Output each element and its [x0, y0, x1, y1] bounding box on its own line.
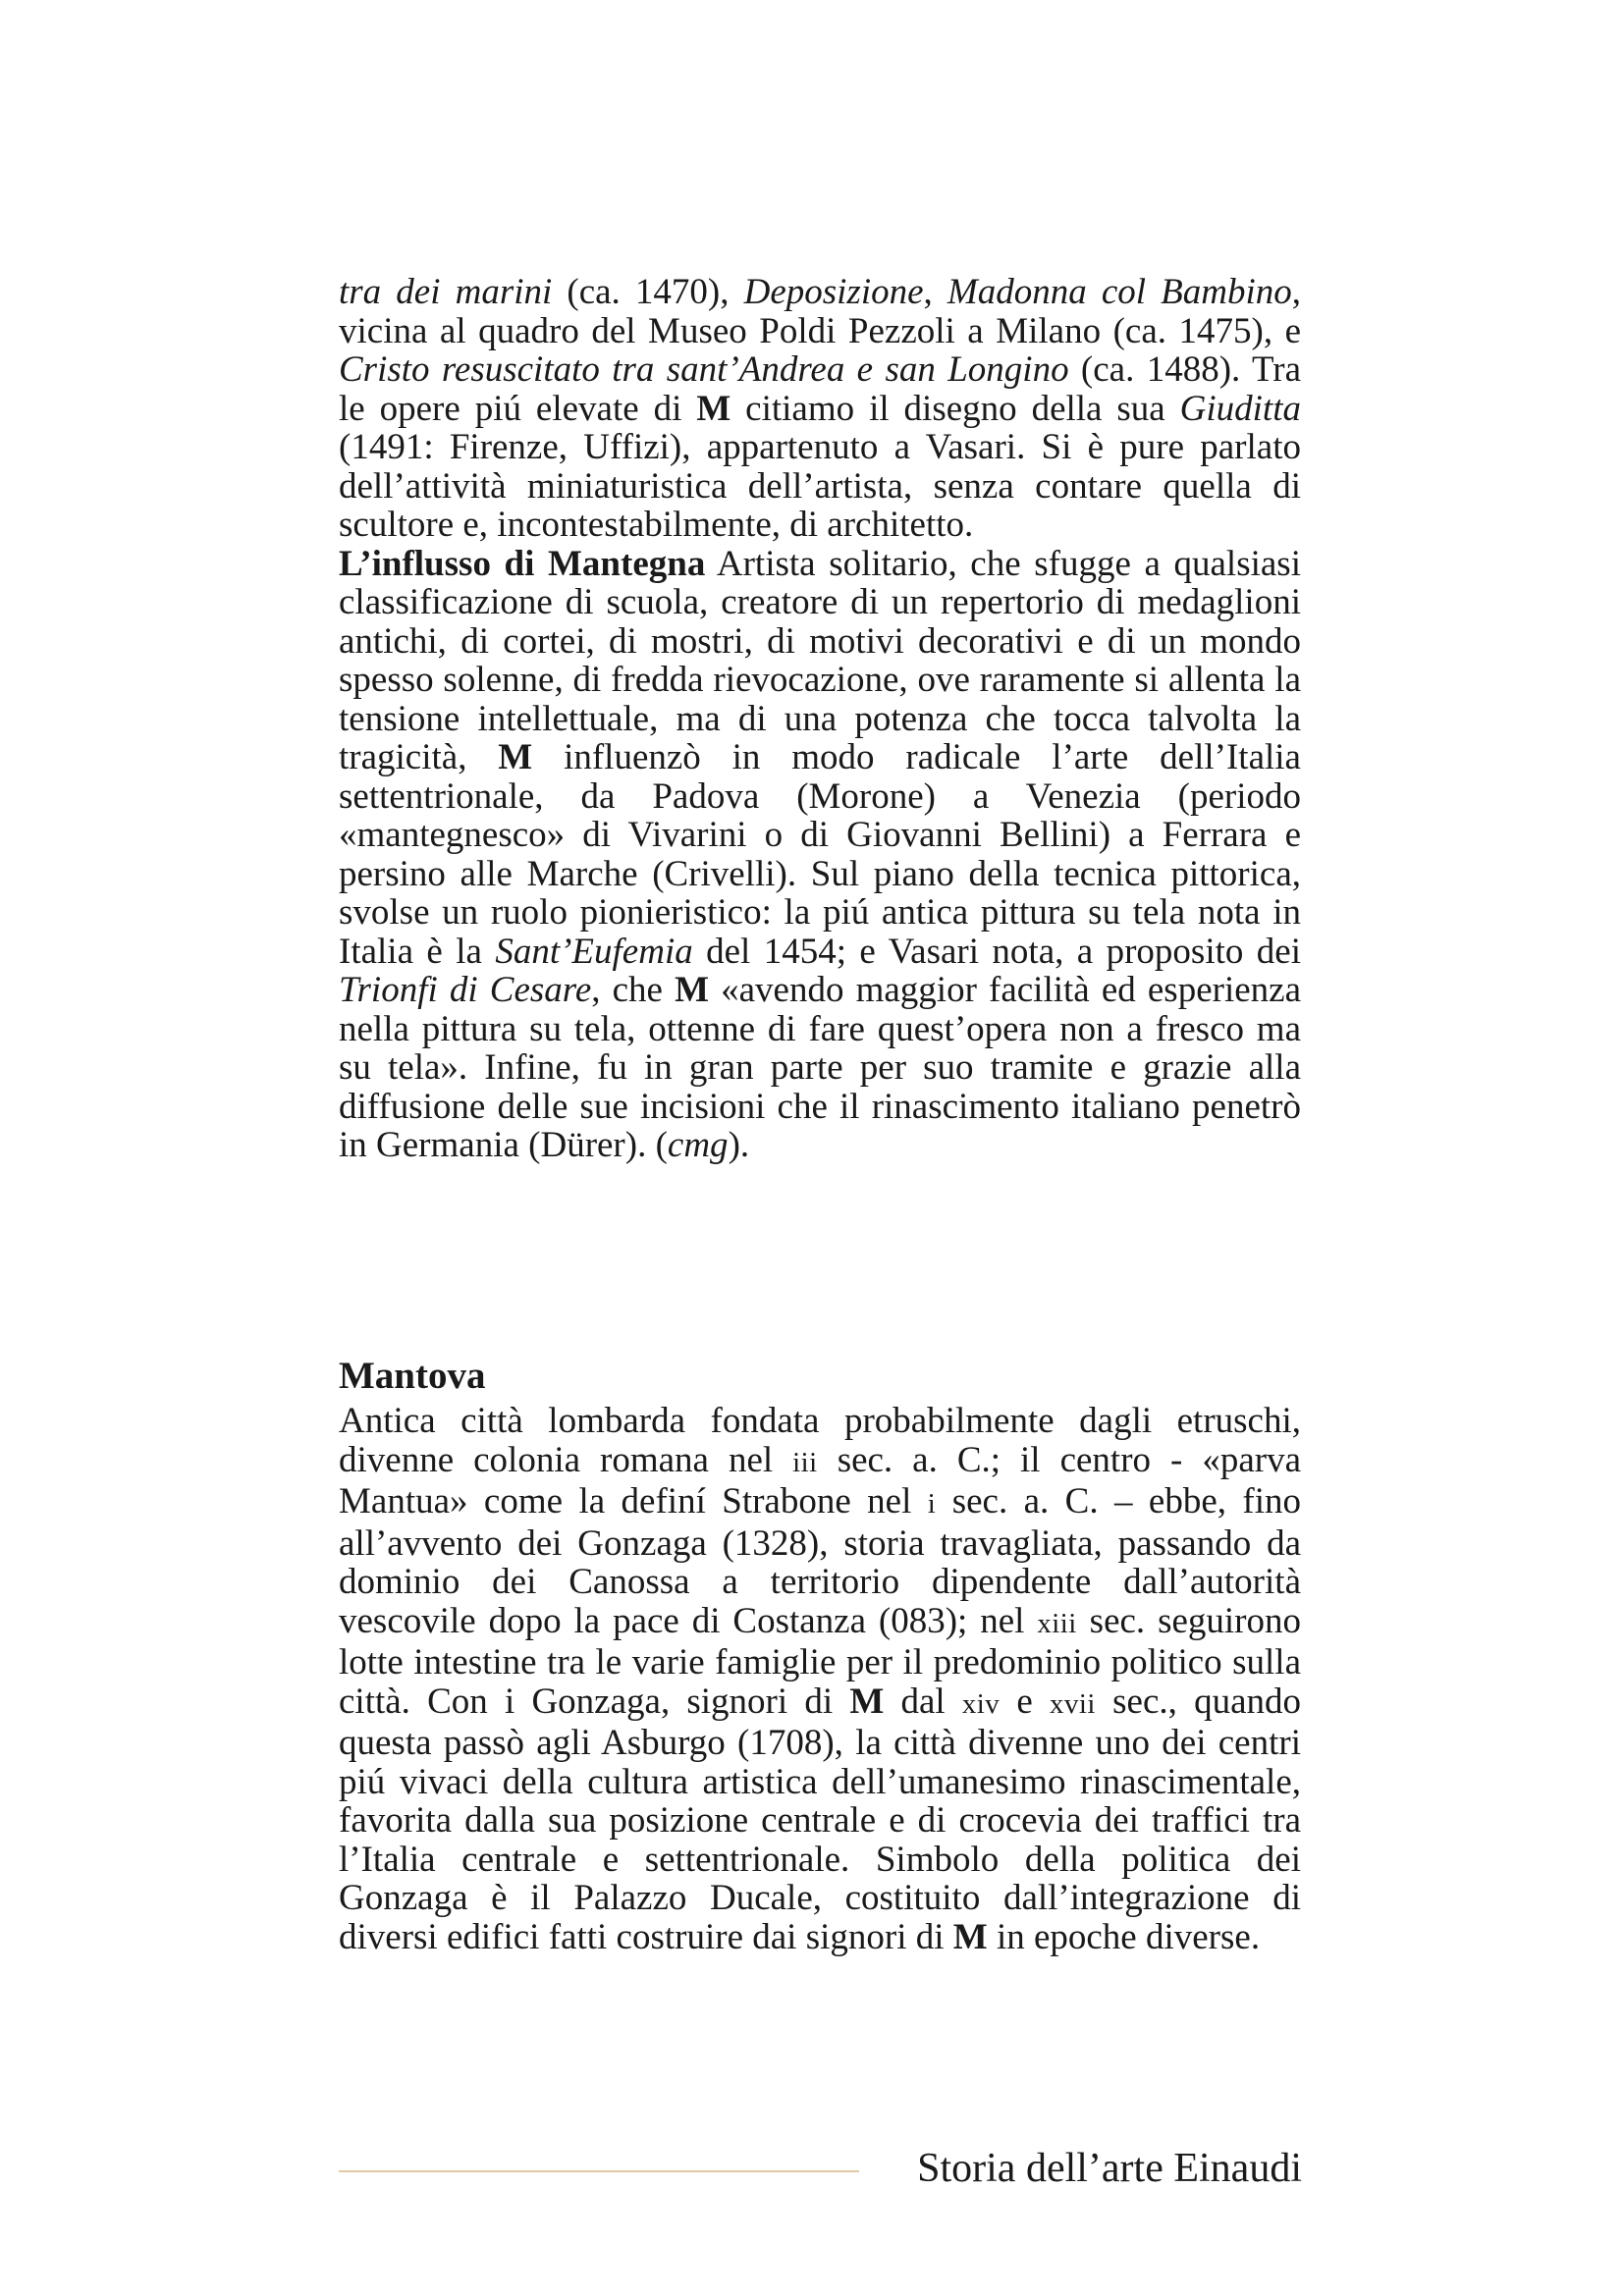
abbrev-m: M	[696, 388, 731, 429]
mantegna-entry-continuation	[339, 273, 1301, 1165]
abbrev-m: M	[675, 970, 710, 1010]
abbrev-m: M	[498, 737, 533, 777]
work-title: Madonna col Bambino	[947, 272, 1292, 312]
work-title: Cristo resuscitato tra sant’Andrea e san Longino	[339, 349, 1069, 390]
work-title: tra dei marini	[339, 272, 553, 312]
roman-numeral: xiv	[961, 1687, 1001, 1720]
roman-numeral: i	[927, 1488, 937, 1520]
mantova-paragraph: Antica città lombarda fondata probabilmente dagli etruschi, divenne colonia romana nel iii sec. a. C.; il centro - «parva Mantua» come la definí Strabone nel i sec. a. C. – ebbe, fino all’avvento dei Gonzaga (1328), storia travagliata, passando da dominio dei Canossa a territorio dipendente dall’autorità vescovile dopo la pace di Costanza (083); nel xiii sec. seguirono lotte intestine tra le varie famiglie per il predominio politico sulla città. Con i Gonzaga, signori di M dal xiv e xvii sec., quando questa passò agli Asburgo (1708), la città divenne uno dei centri piú vivaci della cultura artistica dell’umanesimo rinascimentale, favorita dalla sua posizione centrale e di crocevia dei traffici tra l’Italia centrale e settentrionale. Simbolo della politica dei Gonzaga è il Palazzo Ducale, costituito dall’integrazione di diversi edifici fatti costruire dai signori di M in epoche diverse.	[339, 1401, 1301, 1957]
footer-rule	[339, 2170, 859, 2172]
abbrev-m: M	[952, 1916, 988, 1957]
roman-numeral: xiii	[1037, 1607, 1077, 1639]
works-paragraph: tra dei marini (ca. 1470), Deposizione, Madonna col Bambino, vicina al quadro del Museo Poldi Pezzoli a Milano (ca. 1475), e Cristo resuscitato tra sant’Andrea e san Longino (ca. 1488). Tra le opere piú elevate di M citiamo il disegno della sua Giuditta (1491: Firenze, Uffizi), appartenuto a Vasari. Si è pure parlato dell’attività miniaturistica dell’artista, senza contare quella di scultore e, incontestabilmente, di architetto.	[339, 272, 1301, 545]
work-title: Sant’Eufemia	[495, 931, 693, 972]
roman-numeral: xvii	[1050, 1687, 1096, 1720]
influence-paragraph: L’influsso di Mantegna Artista solitario, che sfugge a qualsiasi classificazione di scuola, creatore di un repertorio di medaglioni antichi, di cortei, di mostri, di motivi decorativi e di un mondo spesso solenne, di fredda rievocazione, ove raramente si allenta la tensione intellettuale, ma di una potenza che tocca talvolta la tragicità, M influenzò in modo radicale l’arte dell’Italia settentrionale, da Padova (Morone) a Venezia (periodo «mantegnesco» di Vivarini o di Giovanni Bellini) a Ferrara e persino alle Marche (Crivelli). Sul piano della tecnica pittorica, svolse un ruolo pionieristico: la piú antica pittura su tela nota in Italia è la Sant’Eufemia del 1454; e Vasari nota, a proposito dei Trionfi di Cesare, che M «avendo maggior facilità ed esperienza nella pittura su tela, ottenne di fare quest’opera non a fresco ma su tela». Infine, fu in gran parte per suo tramite e grazie alla diffusione delle sue incisioni che il rinascimento italiano penetrò in Germania (Dürer). (cmg).	[339, 543, 1301, 1165]
roman-numeral: iii	[792, 1446, 818, 1478]
mantova-entry	[339, 1402, 1301, 1956]
author-initials: cmg	[667, 1125, 729, 1165]
abbrev-m: M	[849, 1681, 885, 1722]
entry-heading-mantova: Mantova	[339, 1355, 486, 1397]
subsection-title: L’influsso di Mantegna	[339, 543, 706, 584]
work-title: Giuditta	[1179, 388, 1301, 429]
work-title: Trionfi di Cesare	[339, 970, 592, 1010]
footer-publication-title: Storia dell’arte Einaudi	[917, 2146, 1302, 2191]
work-title: Deposizione	[743, 272, 924, 312]
